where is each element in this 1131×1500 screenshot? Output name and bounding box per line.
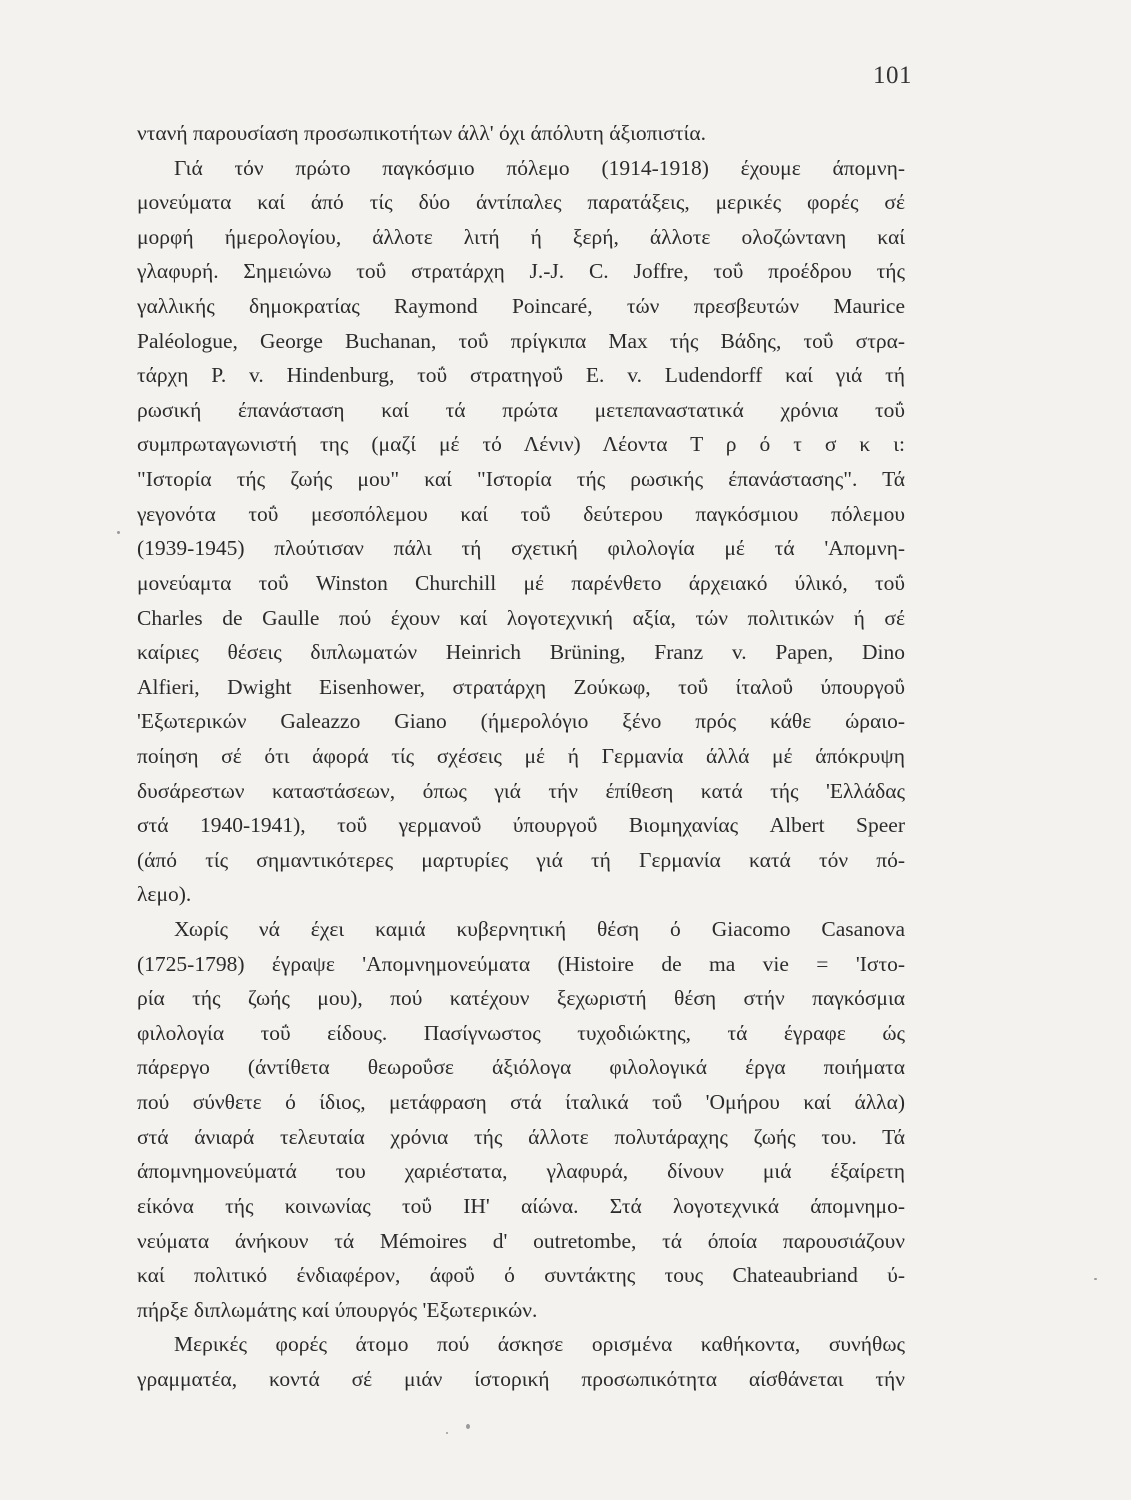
text-line: καίριες θέσεις διπλωματών Heinrich Brüning, Franz v. Papen, Dino: [137, 640, 905, 665]
text-line: γαλλικής δημοκρατίας Raymond Poincaré, τών πρεσβευτών Maurice: [137, 294, 905, 319]
text-line: μονεύαμτα τοΰ Winston Churchill μέ παρένθετο άρχειακό ύλικό, τοΰ: [137, 570, 905, 595]
text-line: καί πολιτικό ένδιαφέρον, άφοΰ ό συντάκτης τους Chateaubriand ύ-: [137, 1263, 905, 1288]
text-line: (1725-1798) έγραψε 'Απομνημονεύματα (Histoire de ma vie = 'Ιστο-: [137, 951, 905, 976]
text-line: (άπό τίς σημαντικότερες μαρτυρίες γιά τή Γερμανία κατά τόν πό-: [137, 847, 905, 872]
body-text: [137, 116, 905, 1397]
text-line: πού σύνθετε ό ίδιος, μετάφραση στά ίταλικά τοΰ 'Ομήρου καί άλλα): [137, 1090, 905, 1115]
text-line: γεγονότα τοΰ μεσοπόλεμου καί τοΰ δεύτερου παγκόσμιου πόλεμου: [137, 501, 905, 526]
text-line: είκόνα τής κοινωνίας τοΰ ΙΗ' αίώνα. Στά λογοτεχνικά άπομνημο-: [137, 1193, 905, 1218]
text-line: μονεύματα καί άπό τίς δύο άντίπαλες παρατάξεις, μερικές φορές σέ: [137, 190, 905, 215]
text-line: Μερικές φορές άτομο πού άσκησε ορισμένα καθήκοντα, συνήθως: [174, 1332, 905, 1357]
text-line: Charles de Gaulle πού έχουν καί λογοτεχνική αξία, τών πολιτικών ή σέ: [137, 605, 905, 630]
text-line: μορφή ήμερολογίου, άλλοτε λιτή ή ξερή, άλλοτε ολοζώντανη καί: [137, 224, 905, 249]
page-number: 101: [873, 62, 912, 89]
scan-speck: [446, 1432, 448, 1434]
text-line: τάρχη P. v. Hindenburg, τοΰ στρατηγοΰ E. v. Ludendorff καί γιά τή: [137, 363, 905, 388]
text-line: δυσάρεστων καταστάσεων, όπως γιά τήν έπίθεση κατά τής 'Ελλάδας: [137, 778, 905, 803]
text-line: γραμματέα, κοντά σέ μιάν ίστορική προσωπικότητα αίσθάνεται τήν: [137, 1366, 905, 1391]
text-line: νεύματα άνήκουν τά Mémoires d' outretombe, τά όποία παρουσιάζουν: [137, 1228, 905, 1253]
scan-speck: [466, 1424, 470, 1429]
text-line: (1939-1945) πλούτισαν πάλι τή σχετική φιλολογία μέ τά 'Απομνη-: [137, 536, 905, 561]
text-line: πήρξε διπλωμάτης καί ύπουργός 'Εξωτερικών.: [137, 1297, 538, 1322]
text-line: Alfieri, Dwight Eisenhower, στρατάρχη Ζούκωφ, τοΰ ίταλοΰ ύπουργοΰ: [137, 674, 905, 699]
text-line: στά 1940-1941), τοΰ γερμανοΰ ύπουργοΰ Βιομηχανίας Albert Speer: [137, 813, 905, 838]
text-line: ρία τής ζωής μου), πού κατέχουν ξεχωριστή θέση στήν παγκόσμια: [137, 986, 905, 1011]
text-line: γλαφυρή. Σημειώνω τοΰ στρατάρχη J.-J. C. Joffre, τοΰ προέδρου τής: [137, 259, 905, 284]
text-line: στά άνιαρά τελευταία χρόνια τής άλλοτε πολυτάραχης ζωής του. Τά: [137, 1124, 905, 1149]
text-line: συμπρωταγωνιστή της (μαζί μέ τό Λένιν) Λέοντα Τ ρ ό τ σ κ ι:: [137, 432, 905, 457]
text-line: ντανή παρουσίαση προσωπικοτήτων άλλ' όχι άπόλυτη άξιοπιστία.: [137, 121, 706, 145]
scan-speck: [1094, 1278, 1097, 1280]
text-line: Paléologue, George Buchanan, τοΰ πρίγκιπα Max τής Βάδης, τοΰ στρα-: [137, 328, 905, 353]
text-line: λεμο).: [137, 882, 192, 907]
text-line: ποίηση σέ ότι άφορά τίς σχέσεις μέ ή Γερμανία άλλά μέ άπόκρυψη: [137, 743, 905, 768]
text-line: Γιά τόν πρώτο παγκόσμιο πόλεμο (1914-1918) έχουμε άπομνη-: [174, 155, 905, 180]
text-line: 'Εξωτερικών Galeazzo Giano (ήμερολόγιο ξένο πρός κάθε ώραιο-: [137, 709, 905, 734]
text-line: φιλολογία τοΰ είδους. Πασίγνωστος τυχοδιώκτης, τά έγραφε ώς: [137, 1020, 905, 1045]
text-line: πάρεργο (άντίθετα θεωροΰσε άξιόλογα φιλολογικά έργα ποιήματα: [137, 1055, 905, 1080]
text-line: ρωσική έπανάσταση καί τά πρώτα μετεπαναστατικά χρόνια τοΰ: [137, 397, 905, 422]
text-line: "Ιστορία τής ζωής μου" καί "Ιστορία τής ρωσικής έπανάστασης". Τά: [137, 467, 905, 492]
scan-speck: [117, 531, 120, 534]
text-line: άπομνημονεύματά του χαριέστατα, γλαφυρά, δίνουν μιά έξαίρετη: [137, 1159, 905, 1184]
text-line: Χωρίς νά έχει καμιά κυβερνητική θέση ό Giacomo Casanova: [174, 917, 905, 942]
